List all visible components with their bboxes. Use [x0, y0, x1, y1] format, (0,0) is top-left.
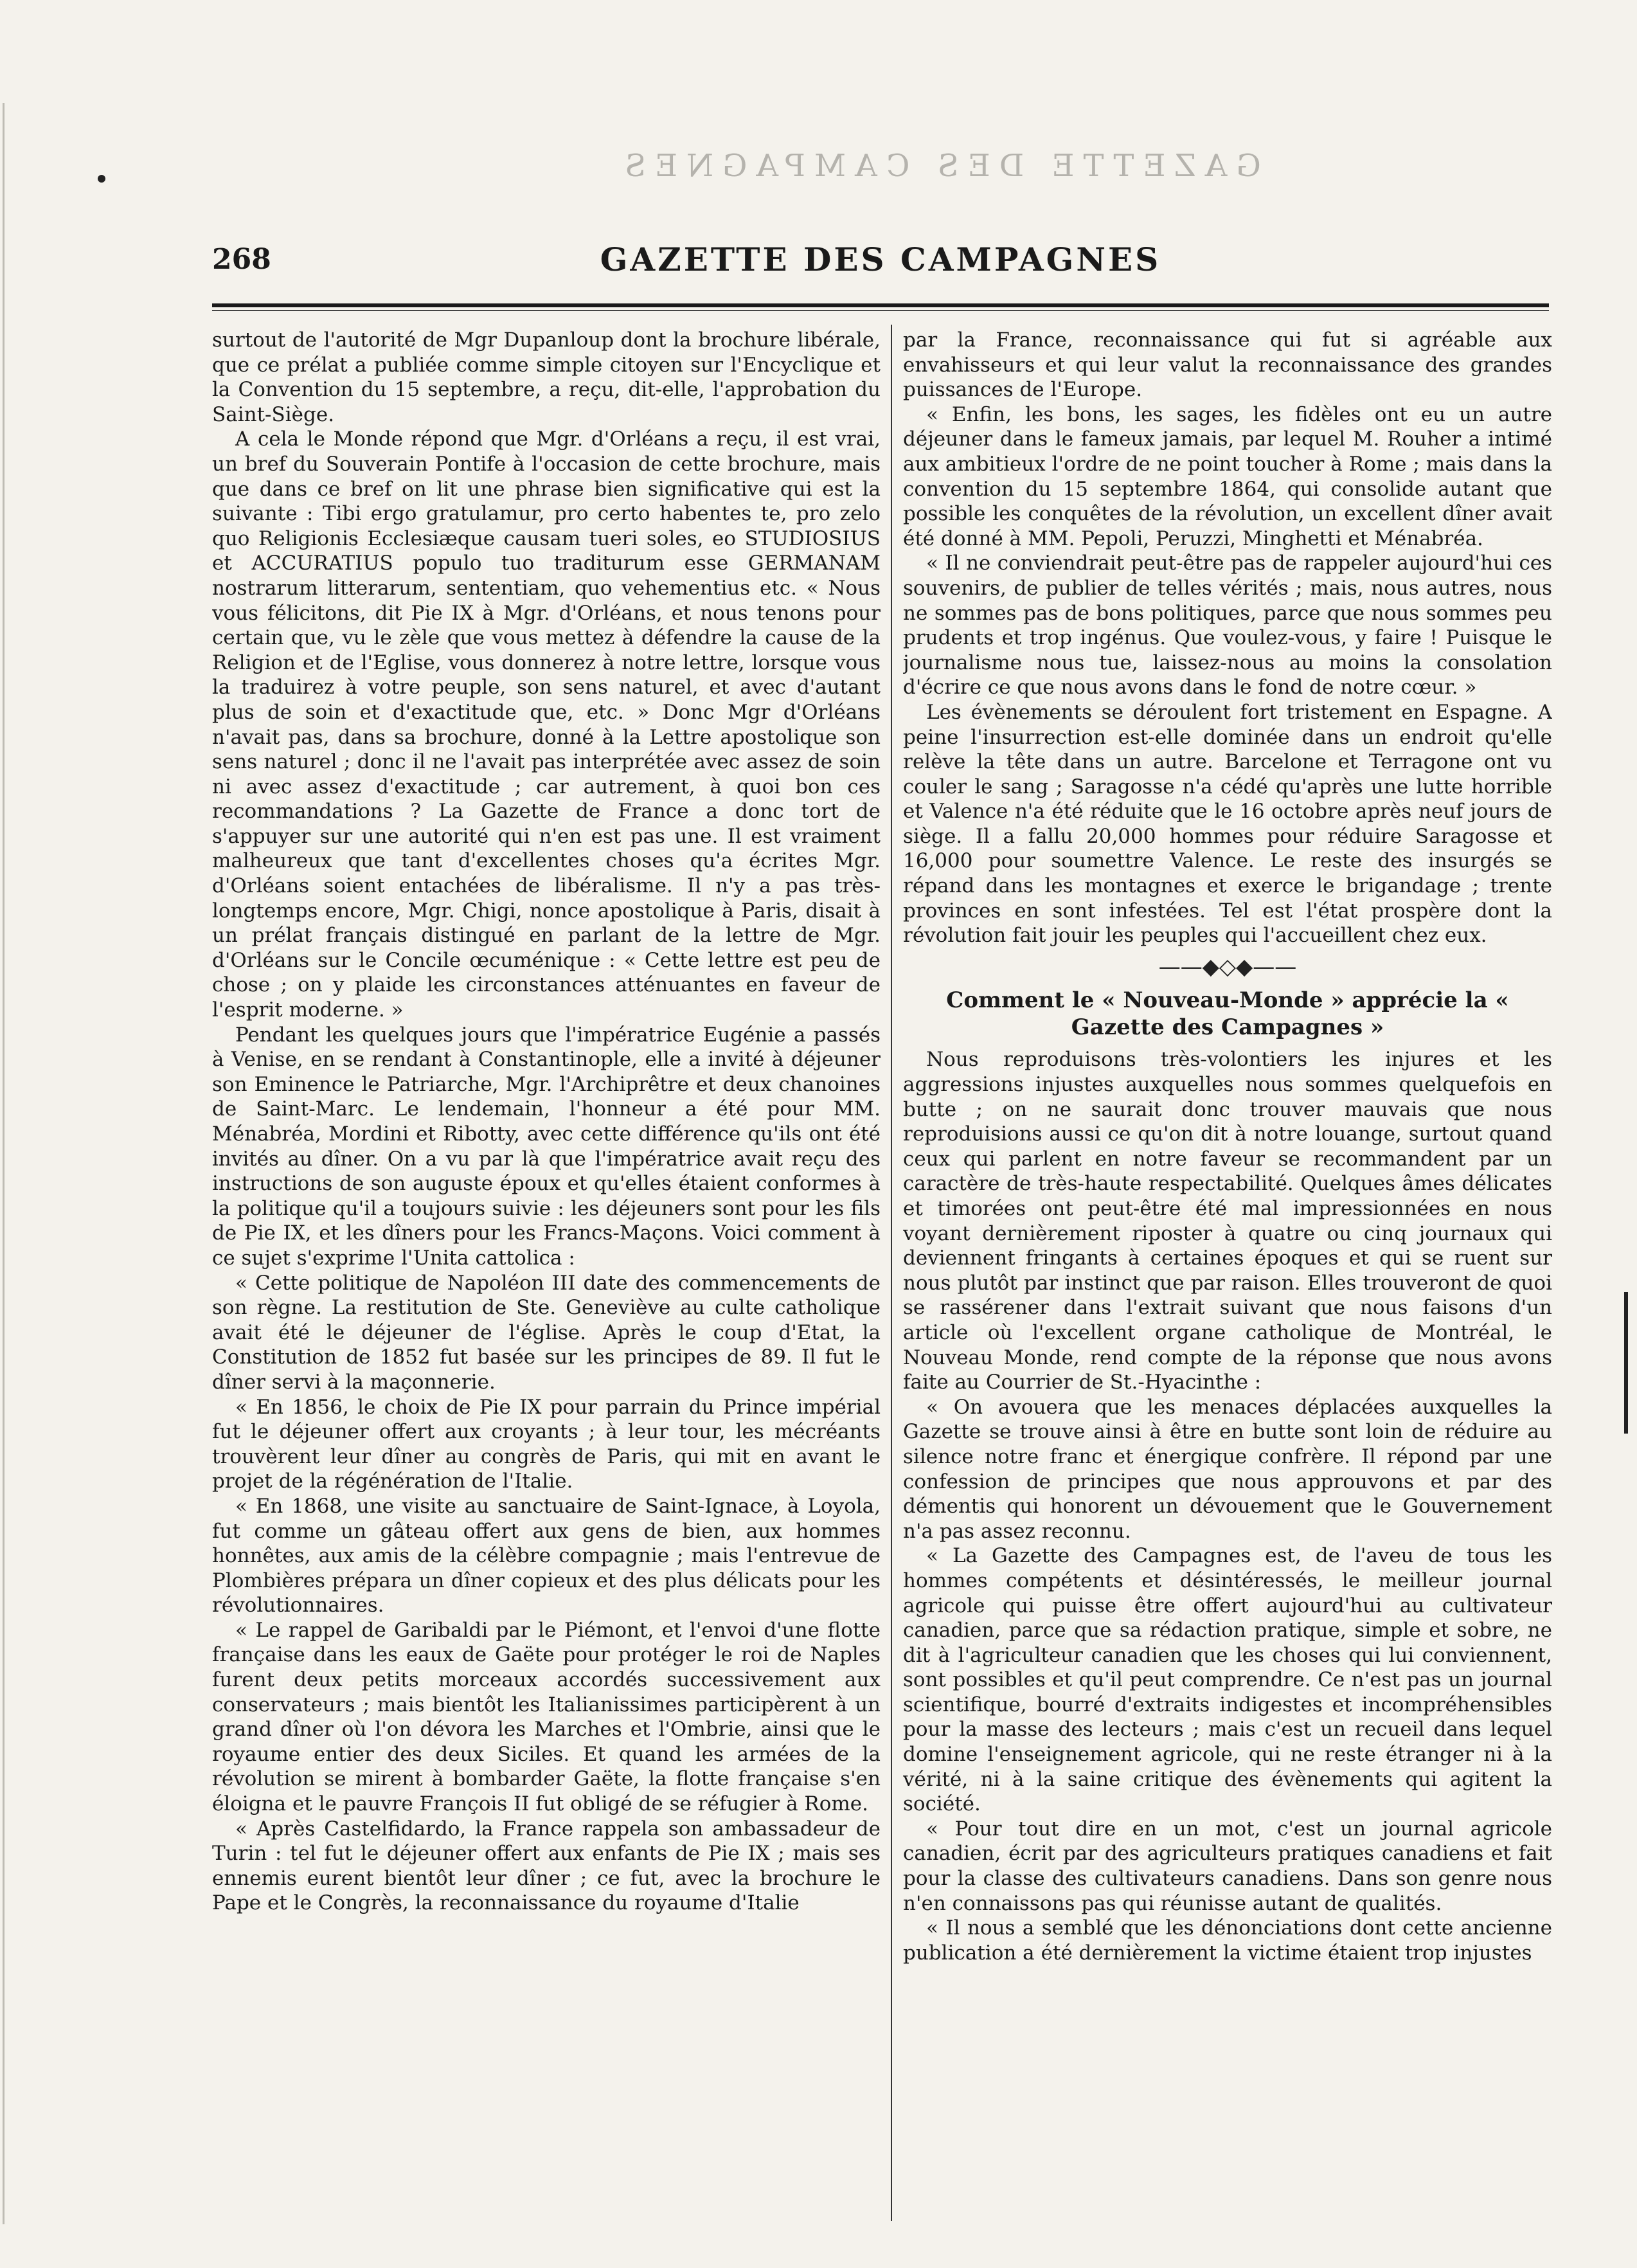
article-title: Comment le « Nouveau-Monde » apprécie la « Gazette des Campagnes » — [946, 987, 1509, 1041]
paragraph: « Pour tout dire en un mot, c'est un journal agricole canadien, écrit par des agriculteurs pratiques canadiens et fait pour la classe des cultivateurs canadiens. Dans son genre nous n'en connaissons pas qui réunisse autant de qualités. — [903, 1817, 1552, 1915]
scan-edge — [3, 103, 4, 2224]
margin-mark — [1624, 1292, 1628, 1434]
section-ornament: ——◆◇◆—— — [1158, 953, 1297, 980]
paragraph: « Il ne conviendrait peut-être pas de rappeler aujourd'hui ces souvenirs, de publier de telles vérités ; mais, nous autres, nous ne sommes pas de bons politiques, parce que nous sommes peu prudents et trop ingénus. Que voulez-vous, y faire ! Puisque le journalisme nous tue, laissez-nous au moins la consolation d'écrire ce que nous avons dans le fond de notre cœur. » — [903, 552, 1552, 699]
paragraph: « On avouera que les menaces déplacées auxquelles la Gazette se trouve ainsi à être en butte sont loin de réduire au silence notre franc et énergique confrère. Il répond par une confession de principes que nous approuvons et par des démentis qui honorent un dévouement que le Gouvernement n'a pas assez reconnu. — [903, 1395, 1552, 1543]
paragraph: Les évènements se déroulent fort tristement en Espagne. A peine l'insurrection est-elle dominée dans un endroit qu'elle relève la tête dans un autre. Barcelone et Terragone ont vu couler le sang ; Saragosse n'a cédé qu'après une lutte horrible et Valence n'a été réduite que le 16 octobre après neuf jours de siège. Il a fallu 20,000 hommes pour réduire Saragosse et 16,000 pour soumettre Valence. Le reste des insurgés se répand dans les montagnes et exerce le brigandage ; trente provinces en sont infestées. Tel est l'état prospère dont la révolution fait jouir les peuples qui l'accueillent chez eux. — [903, 700, 1552, 948]
page-number: 268 — [212, 243, 271, 276]
header-rule-thick — [212, 303, 1549, 307]
paragraph: « Après Castelfidardo, la France rappela son ambassadeur de Turin : tel fut le déjeuner offert aux enfants de Pie IX ; mais ses ennemis eurent bientôt leur dîner ; ce fut, avec la brochure le Pape et le Congrès, la reconnaissance du royaume d'Italie — [212, 1817, 881, 1915]
masthead-title: GAZETTE DES CAMPAGNES — [600, 240, 1161, 278]
paragraph: « En 1868, une visite au sanctuaire de Saint-Ignace, à Loyola, fut comme un gâteau offert aux gens de bien, aux hommes honnêtes, aux amis de la célèbre compagnie ; mais l'entrevue de Plombières prépara un dîner copieux et des plus délicats pour les révolutionnaires. — [212, 1494, 881, 1617]
page-header — [212, 238, 1549, 283]
paragraph: « Il nous a semblé que les dénonciations dont cette ancienne publication a été dernièrement la victime étaient trop injustes — [903, 1916, 1552, 1965]
left-column — [212, 328, 881, 2224]
paragraph: A cela le Monde répond que Mgr. d'Orléans a reçu, il est vrai, un bref du Souverain Pontife à l'occasion de cette brochure, mais que dans ce bref on lit une phrase bien significative qui est la suivante : Tibi ergo gratulamur, pro certo habentes te, pro zelo quo Religionis Ecclesiæque causam tueri soles, eo STUDIOSIUS et ACCURATIUS populo tuo traditurum esse GERMANAM nostrarum litterarum, sententiam, quo vehementius etc. « Nous vous félicitons, dit Pie IX à Mgr. d'Orléans, et nous tenons pour certain que, vu le zèle que vous mettez à défendre la cause de la Religion et de l'Eglise, vous donnerez à notre lettre, lorsque vous la traduirez à votre peuple, son sens naturel, et avec d'autant plus de soin et d'exactitude que, etc. » Donc Mgr d'Orléans n'avait pas, dans sa brochure, donné à la Lettre apostolique son sens naturel ; donc il ne l'avait pas interprétée avec assez de soin ni avec assez d'exactitude ; car autrement, à quoi bon ces recommandations ? La Gazette de France a donc tort de s'appuyer sur une autorité qui n'en est pas une. Il est vraiment malheureux que tant d'excellentes choses qu'a écrites Mgr. d'Orléans soient entachées de libéralisme. Il n'y a pas très-longtemps encore, Mgr. Chigi, nonce apostolique à Paris, disait à un prélat français distingué en parlant de la lettre de Mgr. d'Orléans sur le Concile œcuménique : « Cette lettre est peu de chose ; on y plaide les circonstances atténuantes en faveur de l'esprit moderne. » — [212, 428, 881, 1022]
paragraph: « Le rappel de Garibaldi par le Piémont, et l'envoi d'une flotte française dans les eaux de Gaëte pour protéger le roi de Naples furent deux petits morceaux accordés successivement aux conservateurs ; mais bientôt les Italianissimes participèrent à un grand dîner où l'on dévora les Marches et l'Ombrie, ainsi que le royaume entier des deux Siciles. Et quand les armées de la révolution se mirent à bombarder Gaëte, la flotte française s'en éloigna et le pauvre François II fut obligé de se réfugier à Rome. — [212, 1618, 881, 1816]
right-column — [903, 328, 1552, 2224]
header-rule-thin — [212, 310, 1549, 311]
column-divider — [891, 325, 892, 2221]
bleed-through-text: GAZETTE DES CAMPAGNES — [616, 148, 1261, 184]
paragraph: « En 1856, le choix de Pie IX pour parrain du Prince impérial fut le déjeuner offert aux croyants ; à leur tour, les mécréants trouvèrent leur dîner au congrès de Paris, qui mit en avant le projet de la régénération de l'Italie. — [212, 1395, 881, 1493]
paragraph: « Cette politique de Napoléon III date des commencements de son règne. La restitution de Ste. Geneviève au culte catholique avait été le déjeuner de l'église. Après le coup d'Etat, la Constitution de 1852 fut basée sur les principes de 89. Il fut le dîner servi à la maçonnerie. — [212, 1271, 881, 1394]
punch-hole-mark — [98, 175, 105, 183]
paragraph: « Enfin, les bons, les sages, les fidèles ont eu un autre déjeuner dans le fameux jamais, par lequel M. Rouher a intimé aux ambitieux l'ordre de ne point toucher à Rome ; mais dans la convention du 15 septembre 1864, qui consolide autant que possible les conquêtes de la révolution, un excellent dîner avait été donné à MM. Pepoli, Peruzzi, Minghetti et Ménabréa. — [903, 402, 1552, 550]
paragraph: surtout de l'autorité de Mgr Dupanloup dont la brochure libérale, que ce prélat a publiée comme simple citoyen sur l'Encyclique et la Convention du 15 septembre, a reçu, dit-elle, l'approbation du Saint-Siège. — [212, 328, 881, 426]
paragraph: Nous reproduisons très-volontiers les injures et les aggressions injustes auxquelles nous sommes quelquefois en butte ; on ne saurait donc trouver mauvais que nous reproduisions aussi ce qu'on dit à notre louange, surtout quand ceux qui parlent en notre faveur se recommandent par un caractère de très-haute respectabilité. Quelques âmes délicates et timorées ont peut-être été mal impressionnées en nous voyant dernièrement riposter à quatre ou cinq journaux qui deviennent fringants à certaines époques et qui se ruent sur nous plutôt par instinct que par raison. Elles trouveront de quoi se rassérener dans l'extrait suivant que nous faisons d'un article où l'excellent organe catholique de Montréal, le Nouveau Monde, rend compte de la réponse que nous avons faite au Courrier de St.-Hyacinthe : — [903, 1048, 1552, 1394]
paragraph: « La Gazette des Campagnes est, de l'aveu de tous les hommes compétents et désintéressés, le meilleur journal agricole qui puisse être offert aujourd'hui au cultivateur canadien, parce que sa rédaction pratique, simple et sobre, ne dit à l'agriculteur canadien que les choses qui lui conviennent, sont possibles et qu'il peut comprendre. Ce n'est pas un journal scientifique, bourré d'extraits indigestes et incompréhensibles pour la masse des lecteurs ; mais c'est un recueil dans lequel domine l'enseignement agricole, qui ne reste étranger ni à la vérité, ni à la saine critique des évènements qui agitent la société. — [903, 1544, 1552, 1816]
paragraph: par la France, reconnaissance qui fut si agréable aux envahisseurs et qui leur valut la reconnaissance des grandes puissances de l'Europe. — [903, 328, 1552, 402]
paragraph: Pendant les quelques jours que l'impératrice Eugénie a passés à Venise, en se rendant à Constantinople, elle a invité à déjeuner son Eminence le Patriarche, Mgr. l'Archiprêtre et deux chanoines de Saint-Marc. Le lendemain, l'honneur a été pour MM. Ménabréa, Mordini et Ribotty, avec cette différence qu'ils ont été invités au dîner. On a vu par là que l'impératrice avait reçu des instructions de son auguste époux et qu'elles étaient conformes à la politique qu'il a toujours suivie : les déjeuners sont pour les fils de Pie IX, et les dîners pour les Francs-Maçons. Voici comment à ce sujet s'exprime l'Unita cattolica : — [212, 1023, 881, 1270]
